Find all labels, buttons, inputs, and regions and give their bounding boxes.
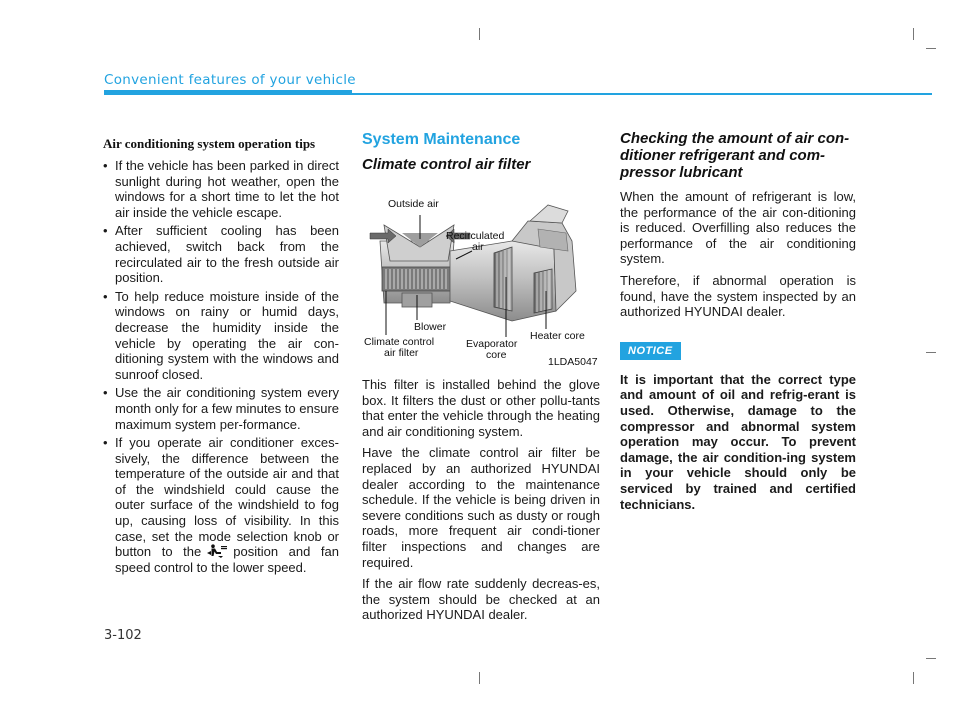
subsection-title: Climate control air filter	[362, 156, 531, 173]
column-maintenance	[362, 130, 600, 629]
refrigerant-paragraph: Therefore, if abnormal operation is found, have the system inspected by an authorized HYUNDAI dealer.	[620, 272, 856, 320]
maintenance-paragraph: If the air flow rate suddenly decreas-es, the system should be checked at an authorized HYUNDAI dealer.	[362, 576, 600, 623]
tips-item-text: If you operate air conditioner exces-sively, the difference between the temperature of the outside air and that of the windshield could cause the outer surface of the windshield to fog up, causing loss of visibility. In this case, set the mode selection knob or button to the	[115, 435, 339, 560]
section-title: System Maintenance	[362, 131, 521, 148]
label-heater-core: Heater core	[530, 330, 585, 342]
column-tips	[103, 130, 339, 578]
crop-mark	[913, 672, 914, 684]
crop-mark	[926, 352, 936, 353]
subsection-title: Checking the amount of air con-ditioner refrigerant and com-pressor lubricant	[620, 130, 850, 181]
header-rule-thick	[104, 90, 352, 95]
crop-mark	[926, 48, 936, 49]
tips-item: • To help reduce moisture inside of the windows on rainy or humid days, decrease the humidity inside the vehicle by operating the air con-ditioning system with the windows and sunroof closed.	[103, 289, 339, 383]
figure-code: 1LDA5047	[548, 356, 598, 368]
refrigerant-paragraph: When the amount of refrigerant is low, the performance of the air con-ditioning is reduced. Overfilling also reduces the performance of the air conditioning system.	[620, 189, 856, 267]
maintenance-paragraph: This filter is installed behind the glove box. It filters the dust or other pollu-tants that enter the vehicle through the heating and air conditioning system.	[362, 377, 600, 439]
page-number: 3-102	[104, 628, 142, 643]
tips-item	[103, 435, 339, 575]
label-recirculated: Recirculated	[446, 230, 505, 242]
tips-item: • If the vehicle has been parked in direct sunlight during hot weather, open the windows for a short time to let the hot air inside the vehicle escape.	[103, 158, 339, 220]
hvac-diagram	[362, 181, 600, 367]
label-blower: Blower	[414, 321, 447, 333]
notice-text: It is important that the correct type and amount of oil and refrig-erant is used. Otherwise, damage to the compressor and abnormal system operation may occur. To prevent damage, the air condition-ing system in your vehicle should only be serviced by trained and certified technicians.	[620, 371, 856, 512]
tips-heading: Air conditioning system operation tips	[103, 136, 316, 151]
crop-mark	[479, 28, 480, 40]
label-climate-filter: Climate control	[364, 336, 435, 348]
label-evaporator-2: core	[486, 349, 507, 361]
tips-item: • After sufficient cooling has been achieved, switch back from the recirculated air to the fresh outside air position.	[103, 223, 339, 285]
crop-mark	[926, 658, 936, 659]
crop-mark	[479, 672, 480, 684]
maintenance-paragraph: Have the climate control air filter be replaced by an authorized HYUNDAI dealer according to the maintenance schedule. If the vehicle is being driven in severe conditions such as dusty or rough roads, more frequent air condi-tioner filter inspections and changes are required.	[362, 445, 600, 570]
page-header-title: Convenient features of your vehicle	[104, 72, 356, 88]
notice-badge: NOTICE	[620, 342, 681, 360]
column-refrigerant	[620, 130, 856, 518]
label-evaporator: Evaporator	[466, 338, 518, 350]
label-recirculated-2: air	[472, 241, 484, 253]
tips-item: • Use the air conditioning system every month only for a few minutes to ensure maximum system per-formance.	[103, 385, 339, 432]
header-rule-thin	[352, 93, 932, 95]
tips-item-text: position and fan speed control to the lower speed.	[115, 544, 340, 575]
crop-mark	[913, 28, 914, 40]
label-outside-air: Outside air	[388, 198, 439, 210]
tips-list	[103, 158, 339, 575]
label-climate-filter-2: air filter	[384, 347, 419, 359]
defrost-floor-mode-icon	[205, 544, 229, 558]
